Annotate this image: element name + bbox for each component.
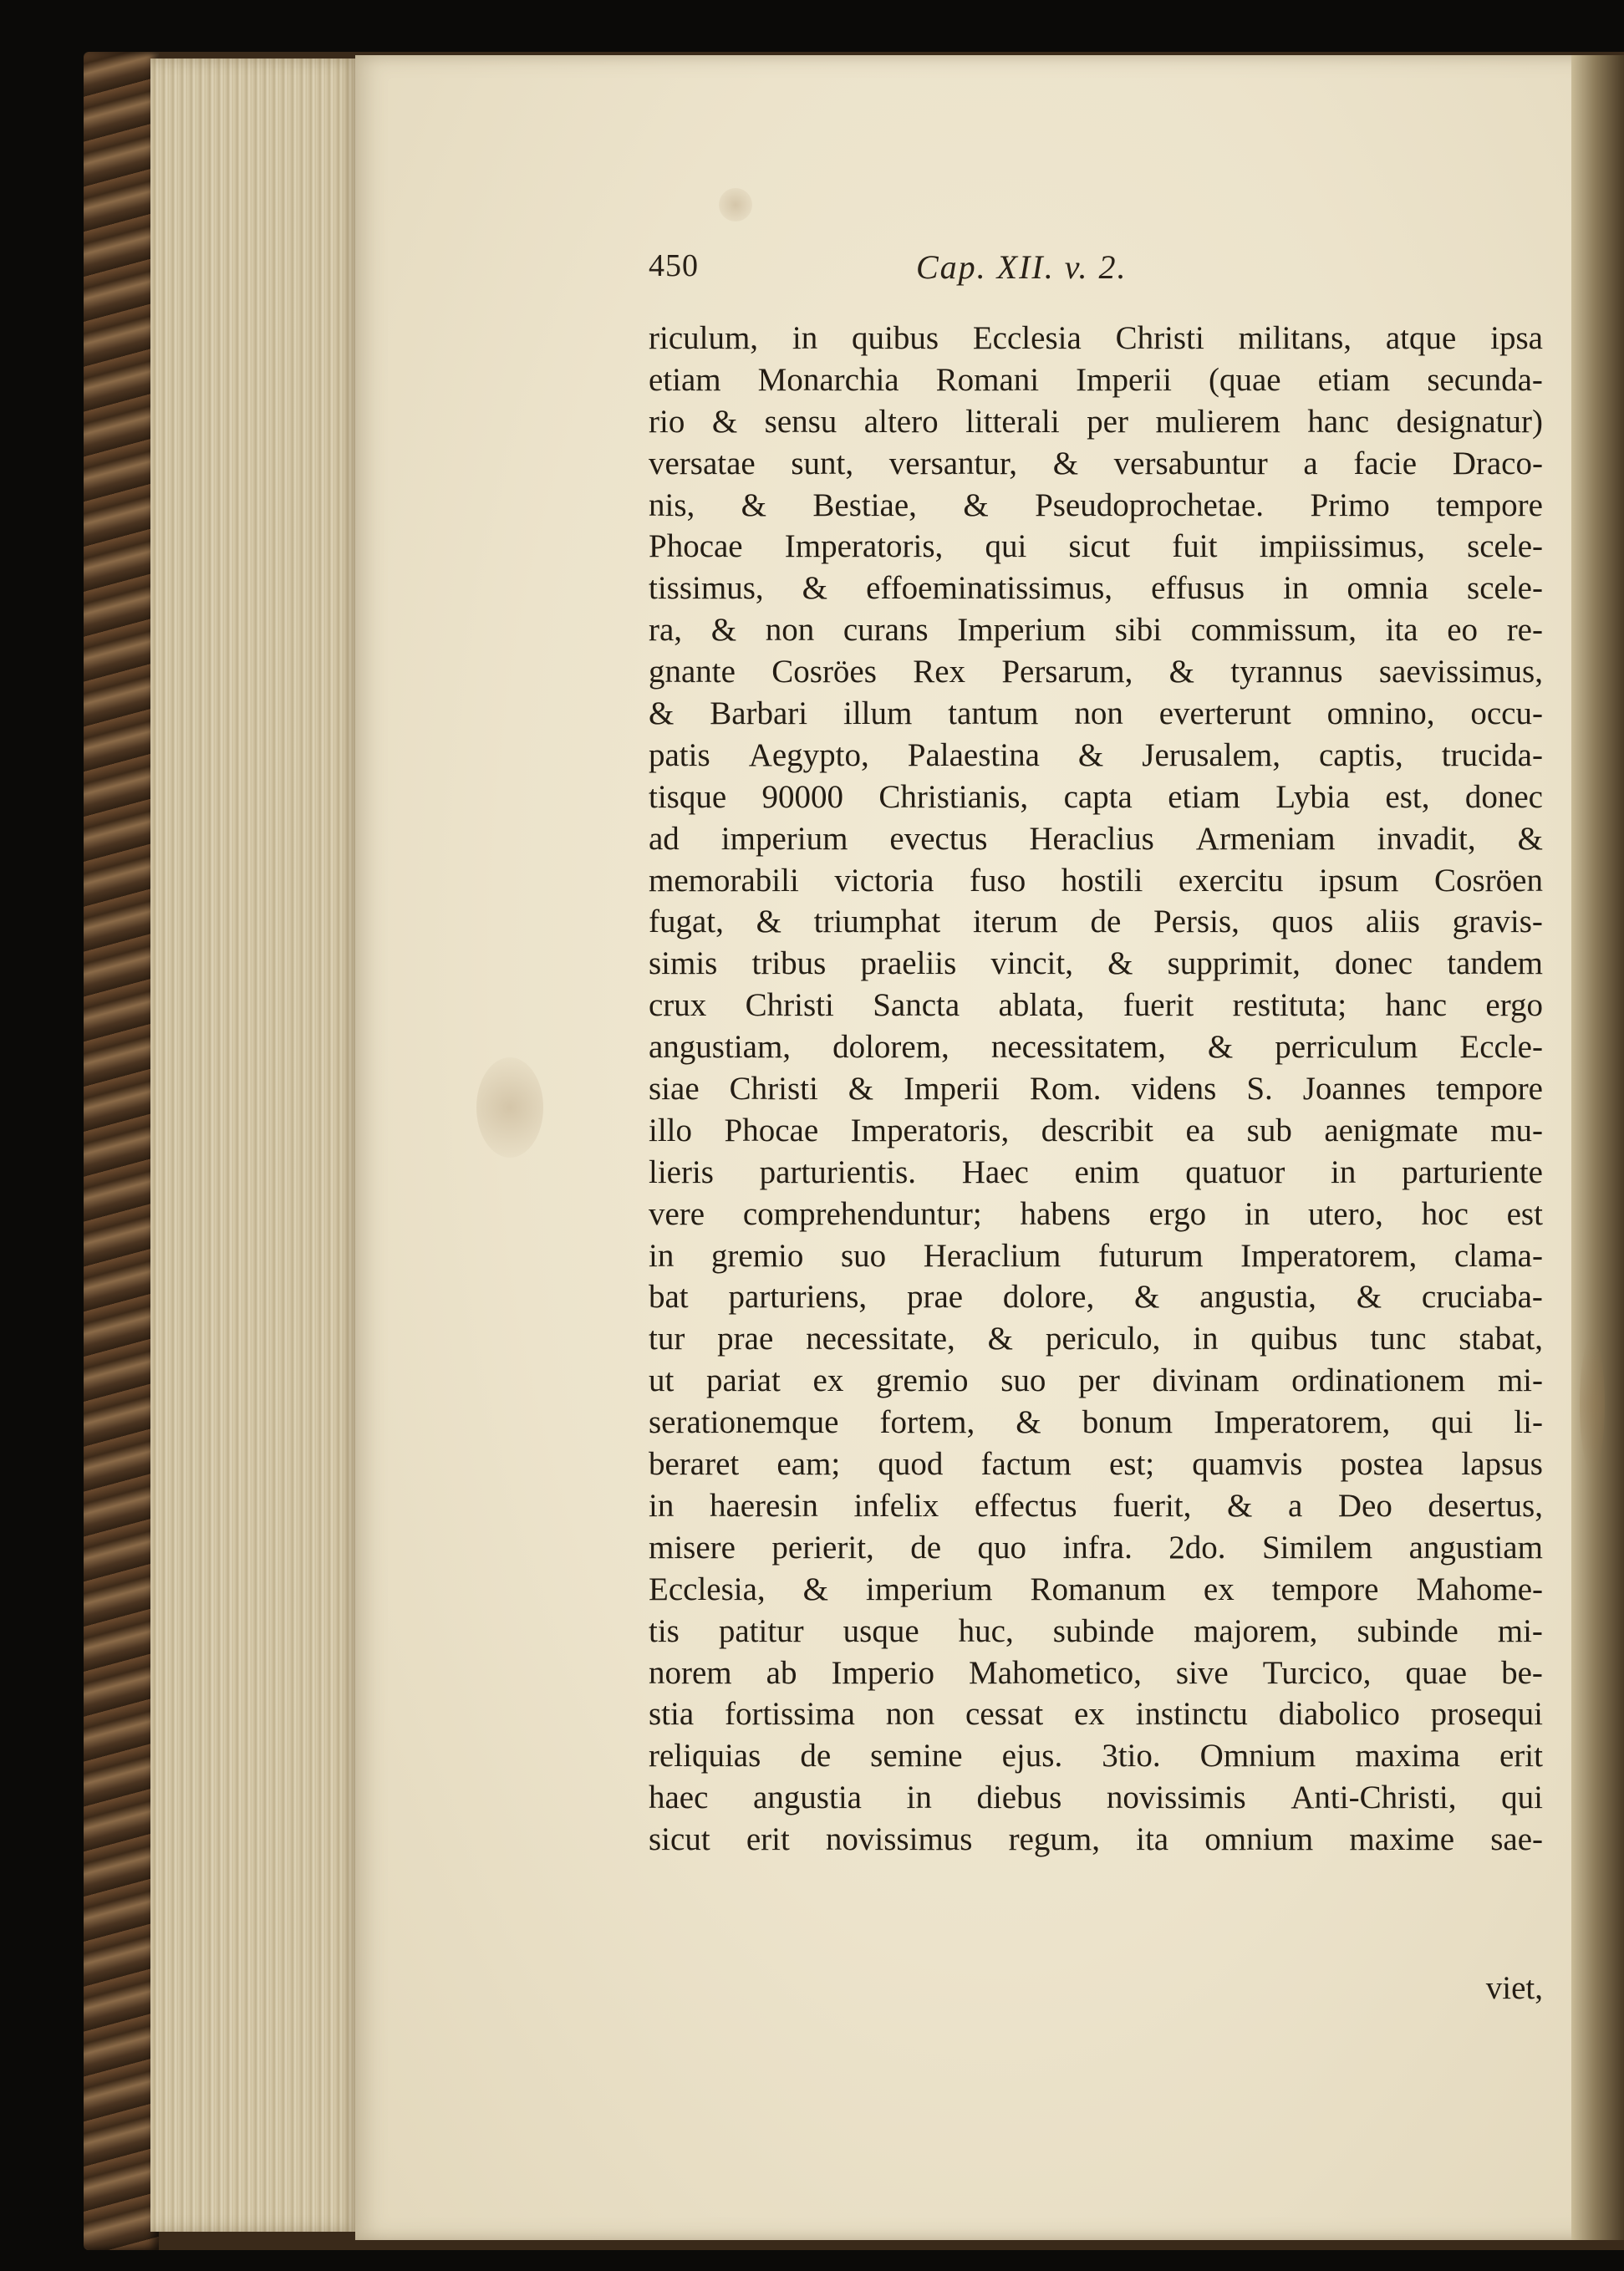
word: Imperii — [904, 1071, 1000, 1107]
word: ex — [1203, 1571, 1235, 1607]
word: mulierem — [1155, 403, 1280, 440]
word: dolorem, — [832, 1029, 949, 1066]
word: angustia — [753, 1780, 862, 1816]
word: Aegypto, — [748, 736, 869, 773]
word: maxima — [1355, 1738, 1460, 1775]
word: regum, — [1008, 1821, 1100, 1858]
word: fuso — [970, 862, 1026, 899]
word: haec — [649, 1780, 709, 1816]
word: reliquias — [649, 1738, 761, 1775]
word: hostili — [1061, 862, 1143, 899]
word: erit — [1499, 1738, 1543, 1775]
word: cessat — [965, 1696, 1044, 1733]
word: Phocae — [649, 528, 743, 565]
word: Jerusalem, — [1142, 736, 1280, 773]
word: enim — [1074, 1153, 1140, 1190]
word: rio — [649, 403, 685, 440]
word: tempore — [1436, 486, 1543, 523]
word: per — [1087, 403, 1128, 440]
word: be- — [1501, 1654, 1543, 1691]
word: Ecclesia — [972, 320, 1082, 356]
word: describit — [1041, 1112, 1153, 1148]
word: versabuntur — [1113, 445, 1268, 481]
word: Mahometico, — [969, 1654, 1142, 1691]
word: li- — [1514, 1404, 1543, 1441]
word: gravis- — [1452, 904, 1543, 940]
word: trucida- — [1441, 736, 1543, 773]
word: beraret — [649, 1446, 740, 1483]
word: postea — [1340, 1446, 1424, 1483]
word: parturientis. — [759, 1153, 917, 1190]
word: Lybia — [1275, 778, 1351, 815]
word: usque — [843, 1612, 919, 1649]
word: & — [1134, 1279, 1160, 1316]
word: occu- — [1470, 695, 1543, 732]
word: in — [906, 1780, 932, 1816]
word: suo — [1000, 1362, 1046, 1399]
word: & — [1016, 1404, 1041, 1441]
word: Monarchia — [757, 361, 899, 398]
word: crux — [649, 987, 707, 1024]
page-number: 450 — [649, 248, 699, 283]
word: stia — [649, 1696, 695, 1733]
word: iterum — [972, 904, 1058, 940]
word: effusus — [1151, 570, 1245, 607]
foxing-stain — [476, 1057, 543, 1158]
word: est, — [1385, 778, 1430, 815]
word: tantum — [948, 695, 1039, 732]
word: eam; — [776, 1446, 841, 1483]
word: praeliis — [860, 945, 957, 982]
word: ergo — [1148, 1195, 1207, 1232]
word: instinctu — [1135, 1696, 1248, 1733]
word: semine — [870, 1738, 963, 1775]
word: Heraclius — [1029, 820, 1154, 857]
word: Romanum — [1030, 1571, 1166, 1607]
word: riculum, — [649, 320, 759, 356]
word: Haec — [961, 1153, 1029, 1190]
word: Christi — [1115, 320, 1204, 356]
word: invadit, — [1377, 820, 1476, 857]
word: fuit — [1172, 528, 1218, 565]
word: parturiens, — [728, 1279, 868, 1316]
word: Omnium — [1199, 1738, 1316, 1775]
word: est; — [1108, 1446, 1155, 1483]
word: in — [792, 320, 818, 356]
word: lieris — [649, 1153, 714, 1190]
word: erit — [746, 1821, 790, 1858]
word: non — [885, 1696, 935, 1733]
word: ab — [766, 1654, 797, 1691]
word: quatuor — [1185, 1153, 1285, 1190]
word: factum — [980, 1446, 1072, 1483]
word: in — [649, 1487, 675, 1524]
word: tribus — [751, 945, 827, 982]
word: secunda- — [1427, 361, 1543, 398]
word: patis — [649, 736, 710, 773]
word: omnia — [1347, 570, 1428, 607]
word: Christianis, — [878, 778, 1029, 815]
word: Imperatorem, — [1240, 1237, 1418, 1274]
word: Christi — [745, 987, 834, 1024]
word: angustiam — [1408, 1529, 1543, 1566]
word: effectus — [974, 1487, 1077, 1524]
word: Imperio — [831, 1654, 934, 1691]
word: subinde — [1357, 1612, 1459, 1649]
word: etiam — [1317, 361, 1391, 398]
word: tempore — [1271, 1571, 1379, 1607]
word: & — [987, 1321, 1013, 1357]
word: Draco- — [1452, 445, 1543, 481]
word: tissimus, — [649, 570, 764, 607]
word: aliis — [1365, 904, 1420, 940]
word: illo — [649, 1112, 693, 1148]
word: Armeniam — [1195, 820, 1336, 857]
word: huc, — [958, 1612, 1014, 1649]
word: hoc — [1421, 1195, 1469, 1232]
word: per — [1078, 1362, 1120, 1399]
word: subinde — [1052, 1612, 1155, 1649]
word: Cosröes — [771, 654, 877, 690]
word: sicut — [1068, 528, 1131, 565]
word: Imperii — [1076, 361, 1172, 398]
catchword: viet, — [1485, 1970, 1543, 2006]
word: non — [765, 612, 815, 649]
word: & — [1517, 820, 1543, 857]
word: altero — [863, 403, 939, 440]
word: Rex — [913, 654, 966, 690]
word: commissum, — [1190, 612, 1357, 649]
word: serationemque — [649, 1404, 839, 1441]
word: Imperatoris, — [784, 528, 944, 565]
word: novissimis — [1106, 1780, 1246, 1816]
word: Imperatoris, — [850, 1112, 1010, 1148]
word: ergo — [1485, 987, 1543, 1024]
word: evectus — [889, 820, 988, 857]
page-edges — [150, 59, 359, 2232]
word: illum — [843, 695, 913, 732]
word: habens — [1020, 1195, 1111, 1232]
word: non — [1074, 695, 1123, 732]
word: & — [710, 612, 737, 649]
word: Mahome- — [1416, 1571, 1543, 1607]
word: ipsa — [1490, 320, 1543, 356]
word: qui — [1431, 1404, 1474, 1441]
word: S. — [1246, 1071, 1273, 1107]
word: est — [1506, 1195, 1543, 1232]
word: & — [802, 570, 828, 607]
word: a — [1303, 445, 1318, 481]
word: Sancta — [873, 987, 960, 1024]
word: sicut — [649, 1821, 710, 1858]
word: fuerit — [1123, 987, 1194, 1024]
word: angustiam, — [649, 1029, 792, 1066]
word: & — [1077, 736, 1104, 773]
word: majorem, — [1194, 1612, 1318, 1649]
word: de — [800, 1738, 832, 1775]
word: prae — [906, 1279, 964, 1316]
marbled-cover — [84, 52, 159, 2250]
word: sibi — [1114, 612, 1163, 649]
word: Barbari — [710, 695, 808, 732]
word: versantur, — [888, 445, 1018, 481]
word: infra. — [1062, 1529, 1133, 1566]
word: sive — [1175, 1654, 1229, 1691]
word: ra, — [649, 612, 683, 649]
word: ipsum — [1319, 862, 1399, 899]
word: & — [649, 695, 675, 732]
word: mi- — [1497, 1612, 1543, 1649]
word: restituta; — [1232, 987, 1347, 1024]
word: ut — [649, 1362, 675, 1399]
word: bat — [649, 1279, 689, 1316]
word: gnante — [649, 654, 736, 690]
word: angustia, — [1199, 1279, 1316, 1316]
word: fortissima — [724, 1696, 855, 1733]
word: imperium — [865, 1571, 993, 1607]
word: quibus — [1250, 1321, 1338, 1357]
catchword-wrap — [649, 0, 1543, 2271]
word: perierit, — [771, 1529, 874, 1566]
word: aenigmate — [1324, 1112, 1459, 1148]
word: fortem, — [879, 1404, 975, 1441]
word: Persis, — [1153, 904, 1240, 940]
word: dolore, — [1002, 1279, 1095, 1316]
word: necessitatem, — [990, 1029, 1166, 1066]
word: Rom. — [1029, 1071, 1102, 1107]
word: Turcico, — [1262, 1654, 1372, 1691]
word: nis, — [649, 486, 695, 523]
word: tyrannus — [1230, 654, 1343, 690]
word: & — [1107, 945, 1133, 982]
word: pariat — [706, 1362, 781, 1399]
word: gremio — [876, 1362, 969, 1399]
word: ea — [1185, 1112, 1215, 1148]
word: facie — [1353, 445, 1418, 481]
word: omnium — [1204, 1821, 1314, 1858]
word: futurum — [1097, 1237, 1204, 1274]
word: omnino, — [1326, 695, 1435, 732]
word: simis — [649, 945, 718, 982]
word: vere — [649, 1195, 705, 1232]
word: mi- — [1497, 1362, 1543, 1399]
word: misere — [649, 1529, 736, 1566]
word: & — [1227, 1487, 1253, 1524]
word: sensu — [764, 403, 837, 440]
word: effoeminatissimus, — [866, 570, 1113, 607]
word: & — [1356, 1279, 1382, 1316]
word: Palaestina — [907, 736, 1040, 773]
word: cruciaba- — [1421, 1279, 1543, 1316]
word: siae — [649, 1071, 700, 1107]
word: in — [649, 1237, 675, 1274]
word: necessitate, — [806, 1321, 955, 1357]
word: captis, — [1318, 736, 1403, 773]
word: donec — [1334, 945, 1413, 982]
word: patitur — [718, 1612, 804, 1649]
word: designatur) — [1396, 403, 1543, 440]
word: impiissimus, — [1259, 528, 1425, 565]
word: in — [1331, 1153, 1357, 1190]
word: Persarum, — [1001, 654, 1133, 690]
word: & — [1168, 654, 1194, 690]
word: etiam — [1168, 778, 1240, 815]
word: Cosröen — [1433, 862, 1543, 899]
word: quae — [1405, 1654, 1468, 1691]
word: divinam — [1152, 1362, 1260, 1399]
word: exercitu — [1178, 862, 1284, 899]
word: (quae — [1209, 361, 1281, 398]
word: suo — [840, 1237, 887, 1274]
word: donec — [1464, 778, 1543, 815]
word: sunt, — [791, 445, 854, 481]
word: a — [1287, 1487, 1303, 1524]
word: bonum — [1082, 1404, 1173, 1441]
word: sae- — [1490, 1821, 1543, 1858]
word: utero, — [1307, 1195, 1383, 1232]
word: quamvis — [1192, 1446, 1303, 1483]
word: Pseudoprochetae. — [1035, 486, 1265, 523]
word: diebus — [976, 1780, 1062, 1816]
word: tis — [649, 1612, 680, 1649]
word: novissimus — [825, 1821, 973, 1858]
word: Similem — [1261, 1529, 1373, 1566]
word: ex — [812, 1362, 844, 1399]
word: lapsus — [1461, 1446, 1543, 1483]
word: in — [1244, 1195, 1270, 1232]
word: 90000 — [761, 778, 844, 815]
word: victoria — [834, 862, 934, 899]
word: prae — [717, 1321, 774, 1357]
word: infelix — [853, 1487, 939, 1524]
word: atque — [1385, 320, 1457, 356]
word: & — [756, 904, 781, 940]
word: gremio — [710, 1237, 804, 1274]
word: qui — [1501, 1780, 1543, 1816]
word: de — [1090, 904, 1122, 940]
word: ablata, — [998, 987, 1085, 1024]
word: quod — [878, 1446, 944, 1483]
word: tempore — [1436, 1071, 1543, 1107]
word: scele- — [1467, 570, 1543, 607]
word: haeresin — [709, 1487, 818, 1524]
word: supprimit, — [1167, 945, 1301, 982]
word: Heraclium — [923, 1237, 1061, 1274]
word: Anti-Christi, — [1291, 1780, 1457, 1816]
word: norem — [649, 1654, 732, 1691]
word: Ecclesia, — [649, 1571, 766, 1607]
word: hanc — [1307, 403, 1370, 440]
word: clama- — [1453, 1237, 1543, 1274]
word: stabat, — [1459, 1321, 1543, 1357]
word: ejus. — [1001, 1738, 1063, 1775]
word: periculo, — [1045, 1321, 1161, 1357]
word: tandem — [1447, 945, 1543, 982]
word: triumphat — [813, 904, 941, 940]
word: ordinationem — [1291, 1362, 1466, 1399]
word: comprehenduntur; — [742, 1195, 982, 1232]
word: parturiente — [1402, 1153, 1543, 1190]
word: scele- — [1467, 528, 1543, 565]
word: 3tio. — [1102, 1738, 1161, 1775]
foxing-stain — [1580, 1337, 1605, 1471]
word: & — [741, 486, 766, 523]
word: perriculum — [1275, 1029, 1418, 1066]
word: & — [848, 1071, 874, 1107]
word: & — [963, 486, 989, 523]
word: Deo — [1337, 1487, 1392, 1524]
word: desertus, — [1428, 1487, 1543, 1524]
word: maxime — [1349, 1821, 1455, 1858]
word: imperium — [720, 820, 848, 857]
word: ita — [1385, 612, 1418, 649]
word: quo — [977, 1529, 1026, 1566]
word: Imperatorem, — [1214, 1404, 1391, 1441]
word: Christi — [729, 1071, 818, 1107]
word: videns — [1131, 1071, 1217, 1107]
word: Romani — [935, 361, 1040, 398]
word: mu- — [1490, 1112, 1543, 1148]
word: militans, — [1238, 320, 1352, 356]
word: 2do. — [1168, 1529, 1226, 1566]
running-head: Cap. XII. v. 2. — [916, 248, 1128, 286]
word: Eccle- — [1459, 1029, 1543, 1066]
word: Phocae — [724, 1112, 819, 1148]
word: tur — [649, 1321, 685, 1357]
word: in — [1193, 1321, 1219, 1357]
word: tisque — [649, 778, 727, 815]
word: Imperium — [957, 612, 1087, 649]
word: quibus — [852, 320, 939, 356]
word: & — [711, 403, 738, 440]
word: in — [1283, 570, 1309, 607]
word: ex — [1073, 1696, 1105, 1733]
word: Primo — [1310, 486, 1390, 523]
word: & — [1052, 445, 1079, 481]
word: litterali — [965, 403, 1060, 440]
word: diabolico — [1278, 1696, 1400, 1733]
word: sub — [1246, 1112, 1292, 1148]
word: tunc — [1370, 1321, 1427, 1357]
word: & — [802, 1571, 828, 1607]
word: fugat, — [649, 904, 724, 940]
word: prosequi — [1430, 1696, 1543, 1733]
word: ita — [1136, 1821, 1169, 1858]
word: versatae — [649, 445, 756, 481]
word: everterunt — [1158, 695, 1291, 732]
word: de — [910, 1529, 942, 1566]
word: capta — [1063, 778, 1133, 815]
word: quos — [1271, 904, 1334, 940]
word: re- — [1506, 612, 1543, 649]
word: saevissimus, — [1378, 654, 1543, 690]
word: etiam — [649, 361, 721, 398]
gutter-shadow — [1571, 55, 1624, 2240]
word: ad — [649, 820, 680, 857]
word: vincit, — [990, 945, 1073, 982]
word: eo — [1447, 612, 1479, 649]
word: curans — [843, 612, 929, 649]
word: memorabili — [649, 862, 799, 899]
word: fuerit, — [1112, 1487, 1192, 1524]
word: hanc — [1385, 987, 1448, 1024]
word: Bestiae, — [812, 486, 917, 523]
word: qui — [985, 528, 1027, 565]
word: Joannes — [1302, 1071, 1407, 1107]
word: & — [1207, 1029, 1234, 1066]
